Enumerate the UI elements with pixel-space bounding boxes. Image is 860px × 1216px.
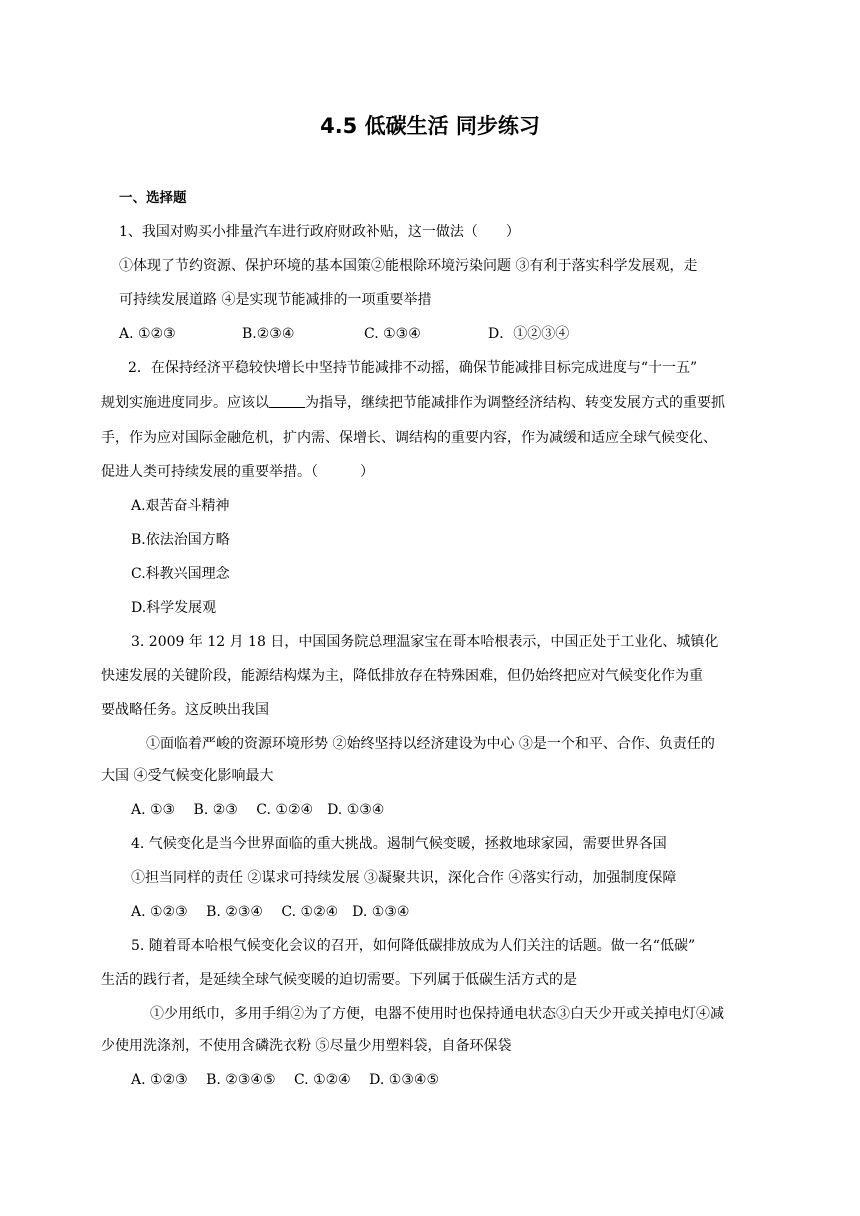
document-title: 4.5 低碳生活 同步练习 (320, 114, 540, 138)
q4-line2: ①担当同样的责任 ②谋求可持续发展 ③凝聚共识，深化合作 ④落实行动，加强制度保障 (131, 870, 677, 886)
section-heading: 一、选择题 (119, 190, 187, 206)
q3-line4: ①面临着严峻的资源环境形势 ②始终坚持以经济建设为中心 ③是一个和平、合作、负责任的 (146, 736, 715, 752)
fill-in-blank (269, 393, 305, 408)
q3-options: A. ①③ B. ②③ C. ①②④ D. ①③④ (131, 802, 385, 818)
q5-options: A. ①②③ B. ②③④⑤ C. ①②④ D. ①③④⑤ (131, 1072, 439, 1088)
q5-line2: 生活的践行者，是延续全球气候变暖的迫切需要。下列属于低碳生活方式的是 (101, 972, 577, 988)
q5-line1: 5. 随着哥本哈根气候变化会议的召开，如何降低碳排放成为人们关注的话题。做一名“低碳” (131, 938, 696, 954)
q2-line2 (101, 393, 725, 413)
q2-line2-after-blank: 为指导，继续把节能减排作为调整经济结构、转变发展方式的重要抓 (305, 395, 725, 411)
q2-line4: 促进人类可持续发展的重要举措。（ ） (101, 464, 374, 480)
q2-line3: 手，作为应对国际金融危机，扩内需、保增长、调结构的重要内容，作为减缓和适应全球气候变化、 (101, 430, 717, 446)
q4-options: A. ①②③ B. ②③④ C. ①②④ D. ①③④ (131, 904, 410, 920)
q5-line3: ①少用纸巾，多用手绢②为了方便，电器不使用时也保持通电状态③白天少开或关掉电灯④减 (150, 1006, 724, 1022)
q5-line4: 少使用洗涤剂，不使用含磷洗衣粉 ⑤尽量少用塑料袋，自备环保袋 (101, 1038, 512, 1054)
q3-line5: 大国 ④受气候变化影响最大 (101, 768, 274, 784)
q1-statements-line1: ①体现了节约资源、保护环境的基本国策②能根除环境污染问题 ③有利于落实科学发展观，走 (119, 258, 698, 274)
q2-option-d: D.科学发展观 (131, 600, 217, 616)
q1-statements-line2: 可持续发展道路 ④是实现节能减排的一项重要举措 (119, 292, 432, 308)
q2-line1: 2．在保持经济平稳较快增长中坚持节能减排不动摇，确保节能减排目标完成进度与“十一五” (128, 360, 698, 376)
q1-option-d: D．①②③④ (488, 326, 570, 342)
q2-option-c: C.科教兴国理念 (131, 566, 230, 582)
q1-option-b: B.②③④ (242, 326, 295, 342)
q2-option-b: B.依法治国方略 (131, 532, 230, 548)
q2-option-a: A.艰苦奋斗精神 (131, 498, 230, 514)
q3-line2: 快速发展的关键阶段，能源结构煤为主，降低排放存在特殊困难，但仍始终把应对气候变化作为重 (101, 668, 703, 684)
q1-option-c: C. ①③④ (364, 326, 421, 342)
q3-line1: 3. 2009 年 12 月 18 日，中国国务院总理温家宝在哥本哈根表示，中国正处于工业化、城镇化 (131, 634, 719, 650)
q1-option-a: A. ①②③ (119, 326, 176, 342)
q3-line3: 要战略任务。这反映出我国 (101, 702, 269, 718)
q1-stem: 1、我国对购买小排量汽车进行政府财政补贴，这一做法（ ） (119, 224, 520, 240)
q4-line1: 4. 气候变化是当今世界面临的重大挑战。遏制气候变暖，拯救地球家园，需要世界各国 (131, 836, 667, 852)
q2-line2-before-blank: 规划实施进度同步。应该以 (101, 395, 269, 411)
